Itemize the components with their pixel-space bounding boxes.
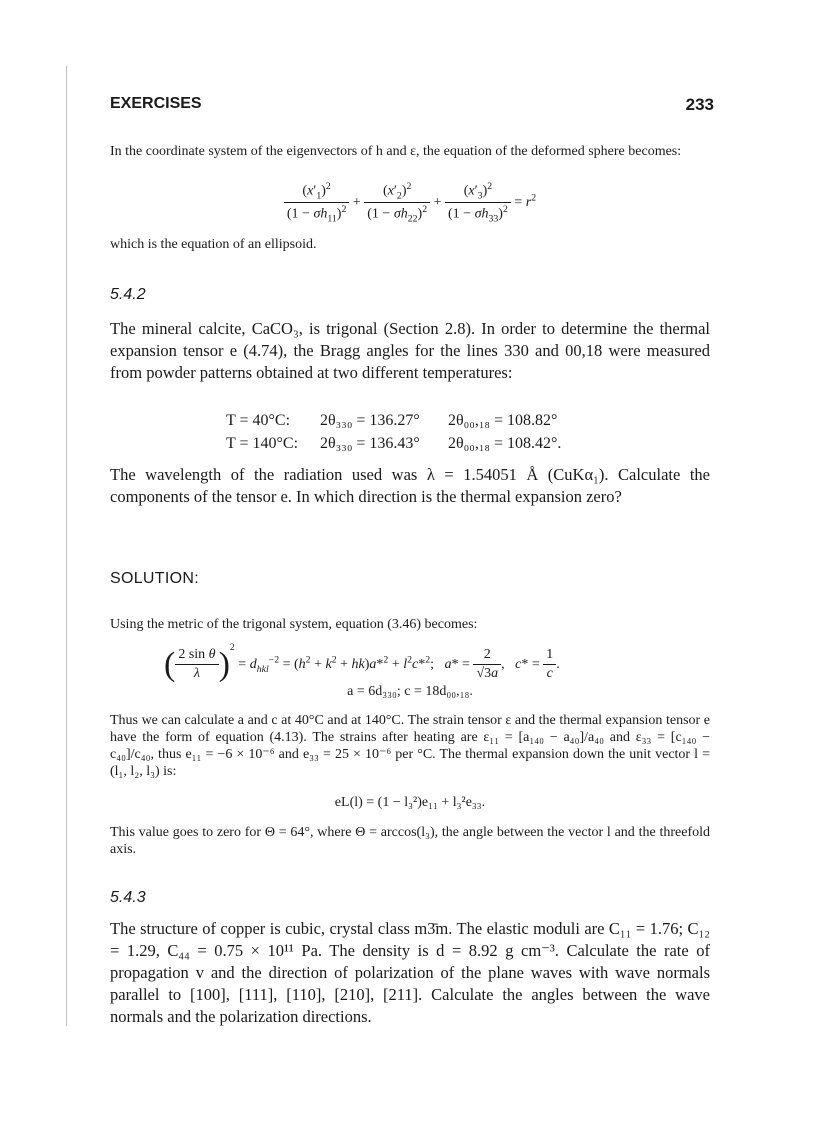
expansion-equation: eL(l) = (1 − l₃²)e₁₁ + l₃²e₃₃. xyxy=(334,795,486,810)
exercise-543-text: The structure of copper is cubic, crystal class m3̄m. The elastic moduli are C₁₁ = 1.76; C₁₂ = 1.29, C₄₄ = 0.75 × 10¹¹ Pa. The density is d = 8.92 g cm⁻³. Calculate the rate of propagation v and the direction of polarization of the plane waves with wave normals parallel to [100], [111], [110], [210], [211]. Calculate the angles between the wave normals and the polarization directions. xyxy=(110,919,710,1026)
page-number: 233 xyxy=(685,95,714,114)
solution-intro: Using the metric of the trigonal system, equation (3.46) becomes: xyxy=(110,617,478,632)
measurement-row-2: T = 140°C: 2θ₃₃₀ = 136.43° 2θ₀₀,₁₈ = 108.42°. xyxy=(226,435,562,452)
exercise-542-question: The wavelength of the radiation used was λ = 1.54051 Å (CuKα₁). Calculate the components of the tensor e. In which direction is the thermal expansion zero? xyxy=(110,465,710,506)
ellipsoid-note: which is the equation of an ellipsoid. xyxy=(110,237,317,252)
measurement-row-1: T = 40°C: 2θ₃₃₀ = 136.27° 2θ₀₀,₁₈ = 108.82° xyxy=(226,412,558,429)
solution-strain-paragraph: Thus we can calculate a and c at 40°C and at 140°C. The strain tensor ε and the thermal expansion tensor e have the form of equation (4.13). The strains after heating are ε₁₁ = [a₁₄₀ − a₄₀]/a₄₀ and ε₃₃ = [c₁₄₀ − c₄₀]/c₄₀, thus e₁₁ = −6 × 10⁻⁶ and e₃₃ = 25 × 10⁻⁶ per °C. The thermal expansion down the unit vector l = (l₁, l₂, l₃) is: xyxy=(110,713,710,779)
metric-equation: ( $\frac{\text{2 sin θ}}{\lambda}$ )$^2 = d_{hkl}^{-2} = (h^2 + k^2 + hk)a*^2 + l^2c*^2$; a* = $\frac{2}{√3a}$ , c* = $\frac{1}{c}$ . xyxy=(164,642,560,683)
section-title: EXERCISES xyxy=(110,95,202,112)
ellipsoid-equation: $\frac{(x'_1)^2}{(1 - \sigma h_{11})^2}$ + $\frac{(x'_2)^2}{(1 - \sigma h_{22})^2}$ + $\frac{(x'_3)^2}{(1 - \sigma h_{33})^2}$ = $r^2$ xyxy=(110,181,710,225)
solution-heading: SOLUTION: xyxy=(110,570,199,587)
margin-rule xyxy=(66,66,67,1026)
exercise-heading-542: 5.4.2 xyxy=(110,286,146,303)
exercise-heading-543: 5.4.3 xyxy=(110,889,146,906)
solution-conclusion: This value goes to zero for Θ = 64°, where Θ = arccos(l₃), the angle between the vector l and the threefold axis. xyxy=(110,825,710,857)
exercise-542-text: The mineral calcite, CaCO₃, is trigonal (Section 2.8). In order to determine the thermal expansion tensor e (4.74), the Bragg angles for the lines 330 and 00,18 were measured from powder patterns obtained at two different temperatures: xyxy=(110,319,710,382)
intro-paragraph: In the coordinate system of the eigenvectors of h and ε, the equation of the deformed sphere becomes: xyxy=(110,144,682,159)
lattice-parameter-equation: a = 6d₃₃₀; c = 18d₀₀,₁₈. xyxy=(347,684,473,699)
